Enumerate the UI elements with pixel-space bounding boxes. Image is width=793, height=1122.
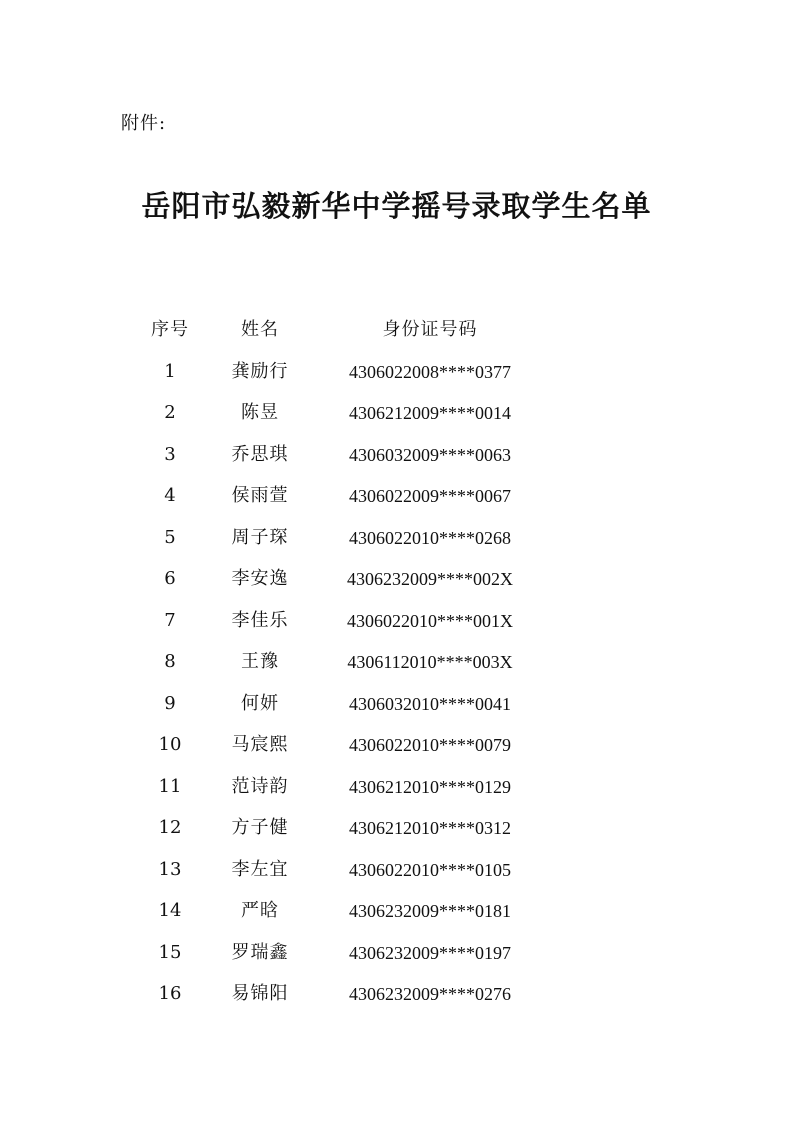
row-id-number: 4306112010****003X [347, 652, 513, 672]
row-id-number: 4306022010****0105 [349, 860, 511, 880]
row-student-name: 方子健 [231, 817, 289, 838]
row-id-number: 4306232009****0197 [349, 943, 511, 963]
row-serial-number: 6 [164, 568, 176, 589]
table-row [0, 435, 793, 475]
table-row [0, 684, 793, 724]
row-serial-number: 12 [158, 817, 182, 838]
row-id-number: 4306232009****002X [347, 569, 513, 589]
row-student-name: 严晗 [241, 900, 279, 921]
row-id-number: 4306212010****0129 [349, 777, 511, 797]
row-id-number: 4306022010****001X [347, 611, 513, 631]
table-row [0, 642, 793, 682]
table-row [0, 393, 793, 433]
table-row [0, 850, 793, 890]
header-name: 姓名 [241, 319, 279, 340]
row-serial-number: 4 [164, 485, 176, 506]
table-row [0, 891, 793, 931]
row-id-number: 4306032009****0063 [349, 445, 511, 465]
row-serial-number: 10 [158, 734, 182, 755]
table-row [0, 974, 793, 1014]
row-serial-number: 15 [158, 942, 182, 963]
row-serial-number: 9 [164, 693, 176, 714]
table-row [0, 476, 793, 516]
row-serial-number: 11 [158, 776, 182, 797]
row-serial-number: 16 [158, 983, 182, 1004]
row-student-name: 李安逸 [231, 568, 289, 589]
row-student-name: 范诗韵 [231, 776, 289, 797]
page-title: 岳阳市弘毅新华中学摇号录取学生名单 [141, 189, 652, 223]
table-row [0, 767, 793, 807]
row-id-number: 4306232009****0181 [349, 901, 511, 921]
row-student-name: 龚励行 [231, 361, 289, 382]
header-serial-number: 序号 [151, 319, 189, 340]
row-id-number: 4306032010****0041 [349, 694, 511, 714]
row-id-number: 4306212010****0312 [349, 818, 511, 838]
row-student-name: 李佳乐 [231, 610, 289, 631]
row-student-name: 侯雨萱 [231, 485, 289, 506]
table-row [0, 933, 793, 973]
table-row [0, 559, 793, 599]
row-student-name: 乔思琪 [231, 444, 289, 465]
header-id-number: 身份证号码 [382, 319, 478, 340]
row-student-name: 周子琛 [231, 527, 289, 548]
row-student-name: 马宸熙 [231, 734, 289, 755]
table-header [0, 310, 793, 350]
row-student-name: 罗瑞鑫 [231, 942, 289, 963]
table-row [0, 601, 793, 641]
row-serial-number: 14 [158, 900, 182, 921]
row-student-name: 李左宜 [231, 859, 289, 880]
row-student-name: 王豫 [241, 651, 279, 672]
table-row [0, 808, 793, 848]
row-student-name: 陈昱 [241, 402, 279, 423]
row-id-number: 4306022009****0067 [349, 486, 511, 506]
table-row [0, 518, 793, 558]
table-row [0, 725, 793, 765]
row-id-number: 4306022010****0268 [349, 528, 511, 548]
row-serial-number: 7 [164, 610, 176, 631]
row-serial-number: 13 [158, 859, 182, 880]
row-serial-number: 1 [164, 361, 176, 382]
row-student-name: 何妍 [241, 693, 279, 714]
row-serial-number: 8 [164, 651, 176, 672]
row-id-number: 4306022010****0079 [349, 735, 511, 755]
row-serial-number: 5 [164, 527, 176, 548]
row-id-number: 4306022008****0377 [349, 362, 511, 382]
row-serial-number: 2 [164, 402, 176, 423]
row-id-number: 4306232009****0276 [349, 984, 511, 1004]
row-student-name: 易锦阳 [231, 983, 289, 1004]
row-serial-number: 3 [164, 444, 176, 465]
attachment-label: 附件: [121, 113, 167, 134]
table-row [0, 352, 793, 392]
row-id-number: 4306212009****0014 [349, 403, 511, 423]
